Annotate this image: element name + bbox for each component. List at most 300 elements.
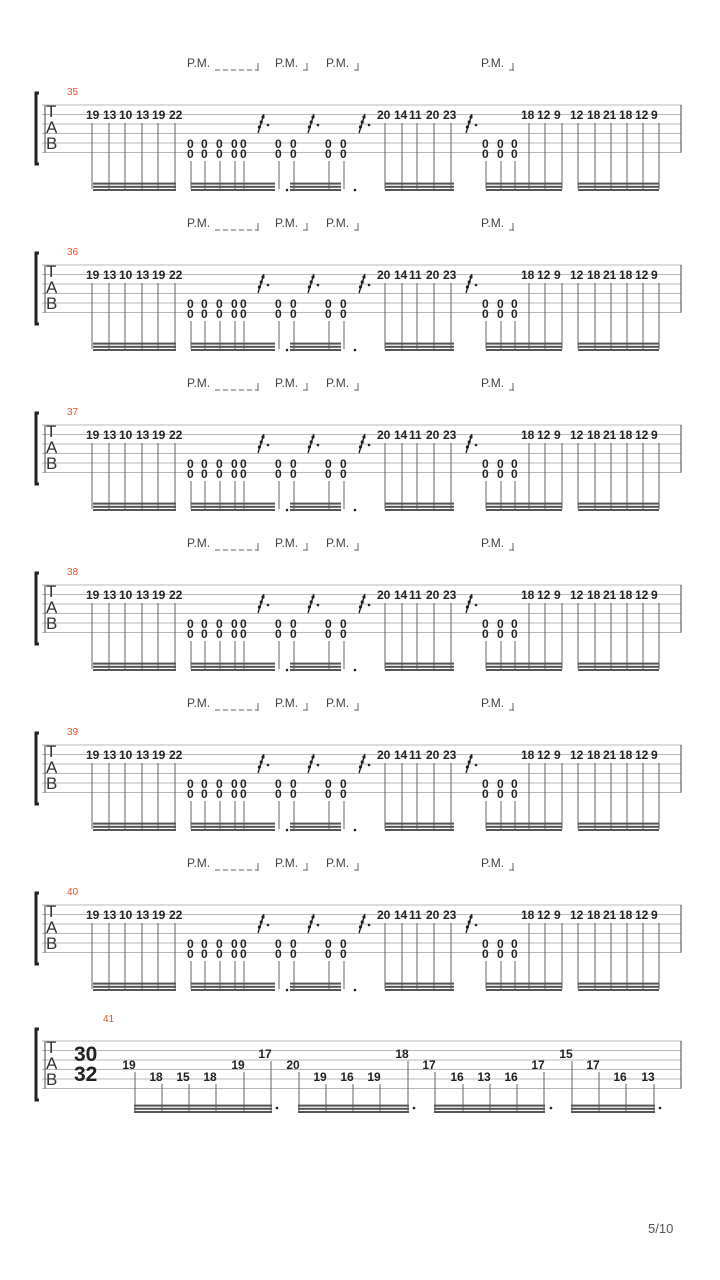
- fret-number: 0: [482, 297, 489, 311]
- fret-number: 0: [240, 777, 247, 791]
- fret-number: 0: [511, 307, 518, 321]
- beam: [486, 829, 562, 831]
- fret-number: 12: [635, 268, 649, 282]
- fret-number: 9: [651, 748, 658, 762]
- beam: [571, 1105, 655, 1107]
- beam: [191, 503, 275, 505]
- fret-number: 0: [216, 777, 223, 791]
- fret-number: 12: [570, 908, 584, 922]
- beam: [290, 186, 341, 188]
- beam: [93, 509, 176, 511]
- fret-number: 19: [152, 588, 166, 602]
- beam: [134, 1108, 272, 1110]
- beam: [290, 189, 341, 191]
- tab-letter-b: B: [46, 614, 58, 633]
- beam: [578, 826, 659, 828]
- tab-letter-b: B: [46, 294, 58, 313]
- system-bracket: [36, 893, 39, 964]
- fret-number: 0: [240, 137, 247, 151]
- fret-number: 18: [619, 268, 633, 282]
- fret-number: 0: [511, 937, 518, 951]
- beam: [385, 666, 454, 668]
- fret-number: 16: [504, 1070, 518, 1084]
- fret-number: 14: [394, 268, 408, 282]
- beam: [578, 666, 659, 668]
- tab-letter-t: T: [46, 902, 57, 921]
- beam: [290, 983, 341, 985]
- fret-number: 0: [201, 947, 208, 961]
- fret-number: 0: [340, 297, 347, 311]
- fret-number: 12: [635, 588, 649, 602]
- fret-number: 0: [290, 467, 297, 481]
- fret-number: 11: [409, 908, 422, 922]
- fret-number: 0: [216, 787, 223, 801]
- beam: [290, 829, 341, 831]
- fret-number: 13: [103, 748, 117, 762]
- fret-number: 0: [482, 787, 489, 801]
- fret-number: 0: [497, 307, 504, 321]
- fret-number: 21: [603, 108, 617, 122]
- fret-number: 0: [290, 297, 297, 311]
- tab-letter-b: B: [46, 774, 58, 793]
- rhythm-dot: [286, 829, 289, 832]
- fret-number: 9: [554, 588, 561, 602]
- beam: [290, 986, 341, 988]
- fret-number: 0: [325, 147, 332, 161]
- fret-number: 14: [394, 908, 408, 922]
- fret-number: 10: [119, 428, 133, 442]
- beam: [486, 663, 562, 665]
- beam: [486, 189, 562, 191]
- system-bracket: [36, 413, 39, 484]
- system-bracket: [36, 1029, 39, 1100]
- fret-number: 12: [635, 108, 649, 122]
- beam: [486, 823, 562, 825]
- fret-number: 11: [409, 268, 422, 282]
- fret-number: 20: [286, 1058, 300, 1072]
- fret-number: 0: [340, 137, 347, 151]
- fret-number: 0: [216, 147, 223, 161]
- fret-number: 12: [570, 428, 584, 442]
- beam: [578, 343, 659, 345]
- beam: [290, 346, 341, 348]
- fret-number: 0: [340, 777, 347, 791]
- beam: [93, 506, 176, 508]
- fret-number: 16: [450, 1070, 464, 1084]
- fret-number: 20: [377, 428, 391, 442]
- fret-number: 0: [497, 617, 504, 631]
- fret-number: 0: [231, 777, 238, 791]
- tab-system-40: [36, 856, 681, 991]
- fret-number: 14: [394, 428, 408, 442]
- fret-number: 18: [619, 428, 633, 442]
- fret-number: 0: [216, 947, 223, 961]
- beam: [93, 186, 176, 188]
- beam: [578, 509, 659, 511]
- fret-number: 13: [103, 588, 117, 602]
- fret-number: 19: [86, 748, 100, 762]
- fret-number: 0: [201, 787, 208, 801]
- fret-number: 0: [201, 627, 208, 641]
- tab-letter-t: T: [46, 582, 57, 601]
- fret-number: 0: [290, 777, 297, 791]
- beam: [578, 189, 659, 191]
- fret-number: 18: [587, 268, 601, 282]
- fret-number: 11: [409, 108, 422, 122]
- fret-number: 0: [216, 467, 223, 481]
- fret-number: 0: [240, 947, 247, 961]
- fret-number: 20: [377, 588, 391, 602]
- beam: [191, 989, 275, 991]
- fret-number: 11: [409, 748, 422, 762]
- fret-number: 0: [340, 627, 347, 641]
- fret-number: 0: [187, 627, 194, 641]
- fret-number: 9: [651, 428, 658, 442]
- fret-number: 12: [570, 748, 584, 762]
- fret-number: 10: [119, 908, 133, 922]
- fret-number: 0: [216, 307, 223, 321]
- fret-number: 0: [497, 627, 504, 641]
- fret-number: 0: [201, 307, 208, 321]
- fret-number: 0: [290, 147, 297, 161]
- fret-number: 0: [482, 617, 489, 631]
- beam: [578, 506, 659, 508]
- fret-number: 9: [651, 268, 658, 282]
- beam: [93, 823, 176, 825]
- beam: [93, 189, 176, 191]
- fret-number: 0: [290, 457, 297, 471]
- fret-number: 19: [86, 108, 100, 122]
- fret-number: 0: [231, 947, 238, 961]
- beam: [486, 183, 562, 185]
- fret-number: 0: [325, 297, 332, 311]
- fret-number: 0: [231, 467, 238, 481]
- fret-number: 22: [169, 428, 183, 442]
- palm-mute-label: P.M.: [481, 856, 505, 870]
- beam: [385, 986, 454, 988]
- beam: [486, 826, 562, 828]
- fret-number: 9: [651, 908, 658, 922]
- fret-number: 0: [482, 147, 489, 161]
- fret-number: 13: [136, 428, 150, 442]
- rhythm-dot: [354, 349, 357, 352]
- rhythm-dot: [286, 349, 289, 352]
- fret-number: 11: [409, 588, 422, 602]
- tab-system-39: [36, 696, 681, 831]
- beam: [578, 983, 659, 985]
- fret-number: 20: [426, 428, 440, 442]
- fret-number: 0: [325, 947, 332, 961]
- fret-number: 16: [613, 1070, 627, 1084]
- palm-mute-label: P.M.: [275, 856, 299, 870]
- rhythm-dot: [659, 1107, 662, 1110]
- fret-number: 0: [201, 147, 208, 161]
- fret-number: 19: [86, 908, 100, 922]
- fret-number: 20: [426, 588, 440, 602]
- fret-number: 15: [176, 1070, 190, 1084]
- palm-mute-label: P.M.: [481, 56, 505, 70]
- fret-number: 0: [497, 937, 504, 951]
- fret-number: 0: [325, 777, 332, 791]
- fret-number: 20: [426, 748, 440, 762]
- beam: [434, 1111, 545, 1113]
- beam: [385, 503, 454, 505]
- fret-number: 23: [443, 908, 457, 922]
- beam: [93, 349, 176, 351]
- fret-number: 21: [603, 748, 617, 762]
- fret-number: 0: [497, 457, 504, 471]
- palm-mute-label: P.M.: [326, 856, 350, 870]
- fret-number: 20: [377, 748, 391, 762]
- fret-number: 0: [231, 307, 238, 321]
- fret-number: 0: [497, 947, 504, 961]
- fret-number: 9: [554, 428, 561, 442]
- fret-number: 0: [231, 937, 238, 951]
- fret-number: 12: [570, 588, 584, 602]
- beam: [93, 829, 176, 831]
- beam: [385, 509, 454, 511]
- fret-number: 0: [201, 137, 208, 151]
- beam: [191, 506, 275, 508]
- fret-number: 0: [340, 307, 347, 321]
- fret-number: 12: [635, 428, 649, 442]
- fret-number: 0: [231, 617, 238, 631]
- fret-number: 0: [482, 777, 489, 791]
- beam: [191, 663, 275, 665]
- fret-number: 0: [325, 617, 332, 631]
- fret-number: 0: [497, 147, 504, 161]
- fret-number: 0: [482, 467, 489, 481]
- beam: [578, 663, 659, 665]
- fret-number: 0: [216, 297, 223, 311]
- fret-number: 0: [482, 137, 489, 151]
- beam: [93, 343, 176, 345]
- tab-letter-b: B: [46, 454, 58, 473]
- beam: [290, 669, 341, 671]
- fret-number: 0: [187, 777, 194, 791]
- beam: [191, 349, 275, 351]
- fret-number: 20: [377, 108, 391, 122]
- fret-number: 0: [275, 297, 282, 311]
- fret-number: 0: [325, 307, 332, 321]
- fret-number: 16: [340, 1070, 354, 1084]
- fret-number: 13: [136, 908, 150, 922]
- fret-number: 12: [635, 908, 649, 922]
- fret-number: 0: [497, 467, 504, 481]
- fret-number: 19: [152, 268, 166, 282]
- fret-number: 9: [554, 108, 561, 122]
- beam: [486, 989, 562, 991]
- fret-number: 18: [521, 108, 535, 122]
- beam: [385, 343, 454, 345]
- tab-letter-b: B: [46, 1070, 58, 1089]
- beam: [385, 669, 454, 671]
- fret-number: 0: [325, 467, 332, 481]
- beam: [578, 503, 659, 505]
- fret-number: 22: [169, 268, 183, 282]
- fret-number: 0: [275, 937, 282, 951]
- measure-number: 35: [67, 87, 79, 98]
- tab-letter-t: T: [46, 102, 57, 121]
- fret-number: 11: [409, 428, 422, 442]
- beam: [486, 506, 562, 508]
- fret-number: 0: [290, 617, 297, 631]
- fret-number: 23: [443, 428, 457, 442]
- fret-number: 13: [136, 748, 150, 762]
- tab-letter-a: A: [46, 598, 58, 617]
- fret-number: 0: [340, 937, 347, 951]
- fret-number: 0: [325, 627, 332, 641]
- beam: [191, 186, 275, 188]
- rhythm-dot: [286, 669, 289, 672]
- beam: [191, 343, 275, 345]
- fret-number: 18: [203, 1070, 217, 1084]
- fret-number: 21: [603, 588, 617, 602]
- fret-number: 18: [587, 108, 601, 122]
- tab-letter-a: A: [46, 118, 58, 137]
- fret-number: 15: [559, 1047, 573, 1061]
- fret-number: 19: [86, 428, 100, 442]
- fret-number: 12: [570, 268, 584, 282]
- fret-number: 13: [103, 428, 117, 442]
- system-bracket: [36, 93, 39, 164]
- fret-number: 0: [511, 617, 518, 631]
- fret-number: 22: [169, 748, 183, 762]
- fret-number: 0: [511, 787, 518, 801]
- fret-number: 0: [201, 297, 208, 311]
- fret-number: 18: [587, 748, 601, 762]
- fret-number: 0: [240, 627, 247, 641]
- fret-number: 0: [187, 147, 194, 161]
- palm-mute-label: P.M.: [187, 856, 211, 870]
- fret-number: 0: [275, 137, 282, 151]
- fret-number: 0: [240, 147, 247, 161]
- beam: [93, 346, 176, 348]
- beam: [93, 666, 176, 668]
- measure-number: 38: [67, 567, 79, 578]
- beam: [486, 349, 562, 351]
- fret-number: 0: [231, 147, 238, 161]
- tab-system-41: [36, 1014, 681, 1113]
- beam: [93, 983, 176, 985]
- fret-number: 9: [554, 908, 561, 922]
- fret-number: 0: [275, 777, 282, 791]
- rhythm-dot: [286, 509, 289, 512]
- fret-number: 10: [119, 108, 133, 122]
- fret-number: 0: [290, 937, 297, 951]
- fret-number: 10: [119, 748, 133, 762]
- fret-number: 0: [231, 137, 238, 151]
- fret-number: 18: [521, 748, 535, 762]
- fret-number: 0: [497, 297, 504, 311]
- fret-number: 0: [325, 137, 332, 151]
- beam: [486, 509, 562, 511]
- tab-letter-t: T: [46, 422, 57, 441]
- beam: [578, 989, 659, 991]
- fret-number: 13: [641, 1070, 655, 1084]
- time-signature-denominator: 32: [74, 1063, 98, 1086]
- fret-number: 18: [619, 588, 633, 602]
- fret-number: 14: [394, 588, 408, 602]
- palm-mute-label: P.M.: [481, 216, 505, 230]
- rhythm-dot: [286, 189, 289, 192]
- fret-number: 13: [136, 268, 150, 282]
- fret-number: 18: [587, 428, 601, 442]
- fret-number: 14: [394, 108, 408, 122]
- fret-number: 0: [290, 137, 297, 151]
- palm-mute-label: P.M.: [187, 216, 211, 230]
- fret-number: 0: [275, 147, 282, 161]
- fret-number: 19: [86, 268, 100, 282]
- fret-number: 12: [537, 748, 551, 762]
- fret-number: 17: [422, 1058, 436, 1072]
- tab-letter-a: A: [46, 758, 58, 777]
- fret-number: 0: [187, 787, 194, 801]
- fret-number: 0: [482, 937, 489, 951]
- fret-number: 18: [619, 908, 633, 922]
- fret-number: 19: [152, 908, 166, 922]
- fret-number: 13: [103, 268, 117, 282]
- fret-number: 9: [651, 588, 658, 602]
- fret-number: 0: [231, 457, 238, 471]
- fret-number: 13: [477, 1070, 491, 1084]
- system-bracket: [36, 253, 39, 324]
- fret-number: 0: [275, 627, 282, 641]
- fret-number: 0: [325, 937, 332, 951]
- rhythm-dot: [276, 1107, 279, 1110]
- beam: [385, 826, 454, 828]
- beam: [191, 509, 275, 511]
- fret-number: 0: [201, 467, 208, 481]
- fret-number: 0: [216, 627, 223, 641]
- fret-number: 0: [497, 137, 504, 151]
- fret-number: 0: [482, 307, 489, 321]
- tab-system-37: [36, 376, 681, 511]
- palm-mute-label: P.M.: [275, 56, 299, 70]
- beam: [578, 186, 659, 188]
- fret-number: 18: [619, 108, 633, 122]
- tab-letter-t: T: [46, 1038, 57, 1057]
- beam: [93, 989, 176, 991]
- fret-number: 21: [603, 428, 617, 442]
- fret-number: 0: [482, 947, 489, 961]
- beam: [93, 663, 176, 665]
- fret-number: 20: [426, 108, 440, 122]
- fret-number: 12: [537, 108, 551, 122]
- fret-number: 0: [216, 137, 223, 151]
- beam: [385, 346, 454, 348]
- beam: [385, 189, 454, 191]
- beam: [93, 986, 176, 988]
- fret-number: 0: [187, 947, 194, 961]
- fret-number: 0: [275, 467, 282, 481]
- beam: [93, 183, 176, 185]
- fret-number: 0: [187, 937, 194, 951]
- palm-mute-label: P.M.: [187, 696, 211, 710]
- palm-mute-label: P.M.: [326, 376, 350, 390]
- beam: [486, 669, 562, 671]
- palm-mute-label: P.M.: [326, 536, 350, 550]
- fret-number: 18: [149, 1070, 163, 1084]
- fret-number: 19: [231, 1058, 245, 1072]
- fret-number: 22: [169, 908, 183, 922]
- fret-number: 9: [554, 748, 561, 762]
- fret-number: 0: [340, 147, 347, 161]
- tab-system-36: [36, 216, 681, 351]
- fret-number: 23: [443, 268, 457, 282]
- fret-number: 0: [482, 457, 489, 471]
- fret-number: 21: [603, 268, 617, 282]
